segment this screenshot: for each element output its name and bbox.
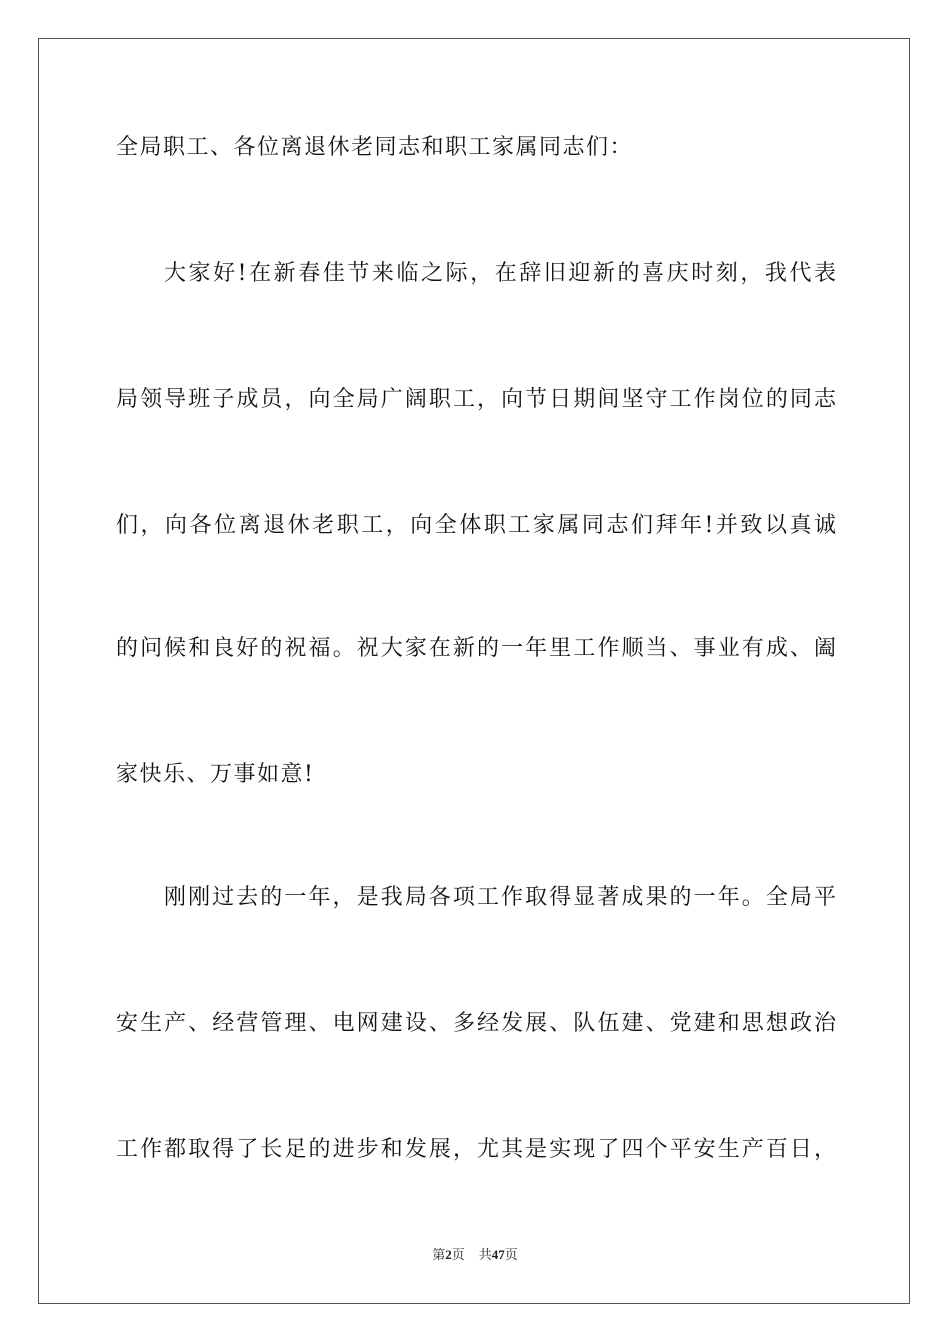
page-number: 2: [445, 1247, 452, 1262]
paragraph-2-line-3: 工作都取得了长足的进步和发展，尤其是实现了四个平安生产百日，: [116, 1137, 836, 1162]
page-footer: [0, 1246, 950, 1265]
paragraph-2-line-2: 安生产、经营管理、电网建设、多经发展、队伍建、党建和思想政治: [116, 1011, 836, 1036]
paragraph-1-line-1: 大家好!在新春佳节来临之际，在辞旧迎新的喜庆时刻，我代表: [164, 261, 836, 286]
paragraph-1-line-3: 们，向各位离退休老职工，向全体职工家属同志们拜年!并致以真诚: [116, 513, 836, 538]
paragraph-1-line-5: 家快乐、万事如意!: [116, 762, 315, 787]
paragraph-1-line-2: 局领导班子成员，向全局广阔职工，向节日期间坚守工作岗位的同志: [116, 387, 836, 412]
total-pages: 47: [491, 1247, 505, 1262]
total-prefix: 共: [478, 1248, 492, 1263]
page-suffix: 页: [451, 1248, 465, 1263]
page-prefix: 第: [432, 1248, 446, 1263]
salutation-line: 全局职工、各位离退休老同志和职工家属同志们：: [116, 135, 634, 160]
paragraph-2-line-1: 刚刚过去的一年，是我局各项工作取得显著成果的一年。全局平: [164, 885, 836, 910]
paragraph-1-line-4: 的问候和良好的祝福。祝大家在新的一年里工作顺当、事业有成、阖: [116, 636, 836, 661]
page-border: [38, 38, 910, 1304]
total-suffix: 页: [504, 1248, 518, 1263]
